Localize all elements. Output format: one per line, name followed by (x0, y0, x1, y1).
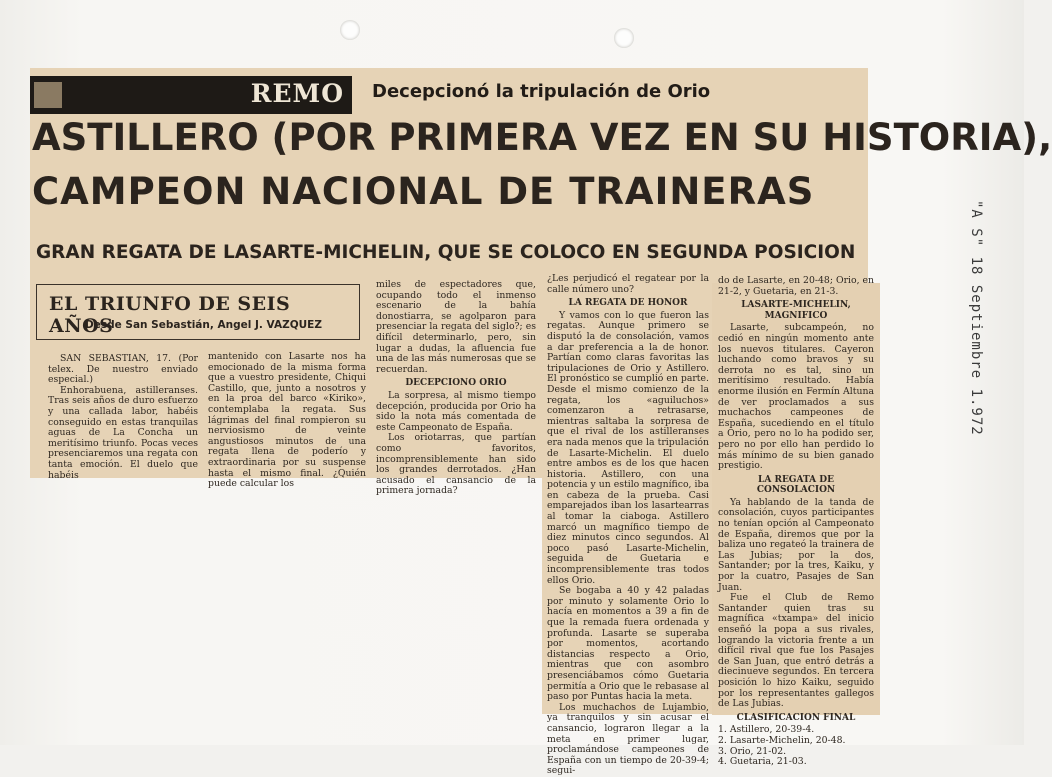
section-heading: LA REGATA DE HONOR (568, 298, 688, 309)
banner-photo (34, 82, 62, 108)
paragraph: Los muchachos de Lujambio, ya tranquilos y sin acusar el cansancio, lograron llegar a la meta en primer lugar, proclamándose campeones de España con un tiempo de 20-39-4; segui- (547, 701, 709, 777)
deck-headline: GRAN REGATA DE LASARTE-MICHELIN, QUE SE COLOCO EN SEGUNDA POSICION (36, 242, 856, 263)
binder-hole (614, 28, 634, 48)
paragraph: SAN SEBASTIAN, 17. (Por telex. De nuestro enviado especial.) (48, 353, 198, 386)
column-5 (718, 275, 874, 768)
binder-hole (340, 20, 360, 40)
paragraph: Ya hablando de la tanda de consolación, cuyos participantes no tenían opción al Campeonato de España, diremos que por la baliza uno regateó la trainera de Las Jubias; por la dos, Santander; por la tres, Kaiku, y por la cuatro, Pasajes de San Juan. (718, 496, 874, 593)
section-heading: LA REGATA DE CONSOLACION (756, 474, 836, 496)
paragraph: Lasarte, subcampeón, no cedió en ningún momento ante los nuevos titulares. Cayeron luchando como bravos y su derrota no es tal, sino un meritísimo resultado. Había enorme ilusión en Fermín Altuna de ver proclamados a sus muchachos campeones de España, sucediendo en el título a Orio, pero no lo ha podido ser, pero no por ello han perdido lo más mínimo de su bien ganado prestigio. (718, 322, 874, 472)
result-line: 3. Orio, 21-02. (718, 745, 787, 757)
result-line: 1. Astillero, 20-39-4. (718, 724, 815, 736)
source-date: "A S" 18 Septiembre 1.972 (968, 200, 984, 436)
column-1 (48, 353, 198, 481)
section-banner (30, 76, 352, 114)
headline-line-1: ASTILLERO (POR PRIMERA VEZ EN SU HISTORIA), (32, 116, 1052, 159)
column-2 (208, 351, 366, 490)
subheadline: Decepcionó la tripulación de Orio (372, 81, 711, 102)
paragraph: La sorpresa, al mismo tiempo decepción, producida por Orio ha sido la nota más comentada de este Campeonato de España. (376, 389, 536, 433)
result-line: 4. Guetaria, 21-03. (718, 756, 807, 768)
headline-line-2: CAMPEON NACIONAL DE TRAINERAS (32, 170, 815, 213)
section-label: REMO (250, 79, 344, 108)
paragraph: Los oriotarras, que partían como favoritos, incomprensiblemente han sido los grandes derrotados. ¿Han acusado el cansancio de la primera jornada? (376, 432, 536, 497)
title-box (36, 284, 360, 340)
byline: Desde San Sebastián, Angel J. VAZQUEZ (85, 319, 322, 331)
paragraph: Se bogaba a 40 y 42 paladas por minuto y solamente Orio lo hacía en momentos a 39 a fin de que la remada fuera ordenada y profunda. Lasarte se superaba por momentos, acortando distancias respecto a Orio, mientras que con asombro presenciábamos cómo Guetaria permitía a Orio que le rebasase al paso por Puntas hacia la meta. (547, 585, 709, 703)
paragraph: do de Lasarte, en 20-48; Orio, en 21-2, y Guetaria, en 21-3. (718, 275, 874, 297)
paragraph: mantenido con Lasarte nos ha emocionado de la misma forma que a vuestro presidente, Chiqui Castillo, que, junto a nosotros y en la proa del barco «Kiriko», contemplaba la regata. Sus lágrimas del final rompieron su nerviosismo de veinte angustiosos minutos de una regata llena de poderío y extraordinaria por su suspense hasta el mismo final. ¿Quién puede calcular los (208, 351, 366, 490)
section-heading: LASARTE-MICHELIN, MAGNIFICO (741, 300, 851, 321)
column-4 (547, 273, 709, 777)
result-line: 2. Lasarte-Michelin, 20-48. (718, 734, 846, 746)
section-bar (30, 76, 868, 114)
source-stamp (960, 200, 990, 436)
column-3 (376, 279, 536, 497)
box-title: EL TRIUNFO DE SEIS AÑOS (49, 293, 291, 337)
paragraph: miles de espectadores que, ocupando todo el inmenso escenario de la bahía donostiarra, se agolparon para presenciar la regata del siglo?; es difícil determinarlo, pero, sin lugar a dudas, la afluencia fue una de las más numerosas que se recuerdan. (376, 279, 536, 375)
paragraph: Fue el Club de Remo Santander quien tras su magnífica «txampa» del inicio enseñó la popa a sus rivales, logrando la victoria frente a un difícil rival que fue los Pasajes de San Juan, que entró detrás a diecinueve segundos. En tercera posición lo hizo Kaiku, seguido por los representantes gallegos de Las Jubias. (718, 592, 874, 710)
paragraph: ¿Les perjudicó el regatear por la calle número uno? (547, 273, 709, 295)
paragraph: Y vamos con lo que fueron las regatas. Aunque primero se disputó la de consolación, vamos a dar preferencia a la de honor. Partían como claras favoritas las tripulaciones de Orio y Astillero. El pronóstico se cumplió en parte. Desde el mismo comienzo de la regata, los «aguiluchos» comenzaron a retrasarse, mientras saltaba la sorpresa de que el rival de los astilleranses era nada menos que la tripulación de Lasarte-Michelin. El duelo entre ambos es de los que hacen historia. Astillero, con una potencia y un estilo magnífico, iba en cabeza de la prueba. Casi emparejados iban los lasartearras al tomar la ciaboga. Astillero marcó un magnífico tiempo de diez minutos cinco segundos. Al poco pasó Lasarte-Michelin, seguida de Guetaria e incomprensiblemente tras todos ellos Orio. (547, 309, 709, 586)
section-heading: CLASIFICACION FINAL (736, 712, 856, 723)
paragraph: Enhorabuena, astilleranses. Tras seis años de duro esfuerzo y una callada labor, habéis conseguido en estas tranquilas aguas de La Concha un meritísimo triunfo. Pocas veces presenciaremos una regata con tanta emoción. El duelo que habéis (48, 384, 198, 481)
section-heading: DECEPCIONO ORIO (405, 378, 507, 389)
